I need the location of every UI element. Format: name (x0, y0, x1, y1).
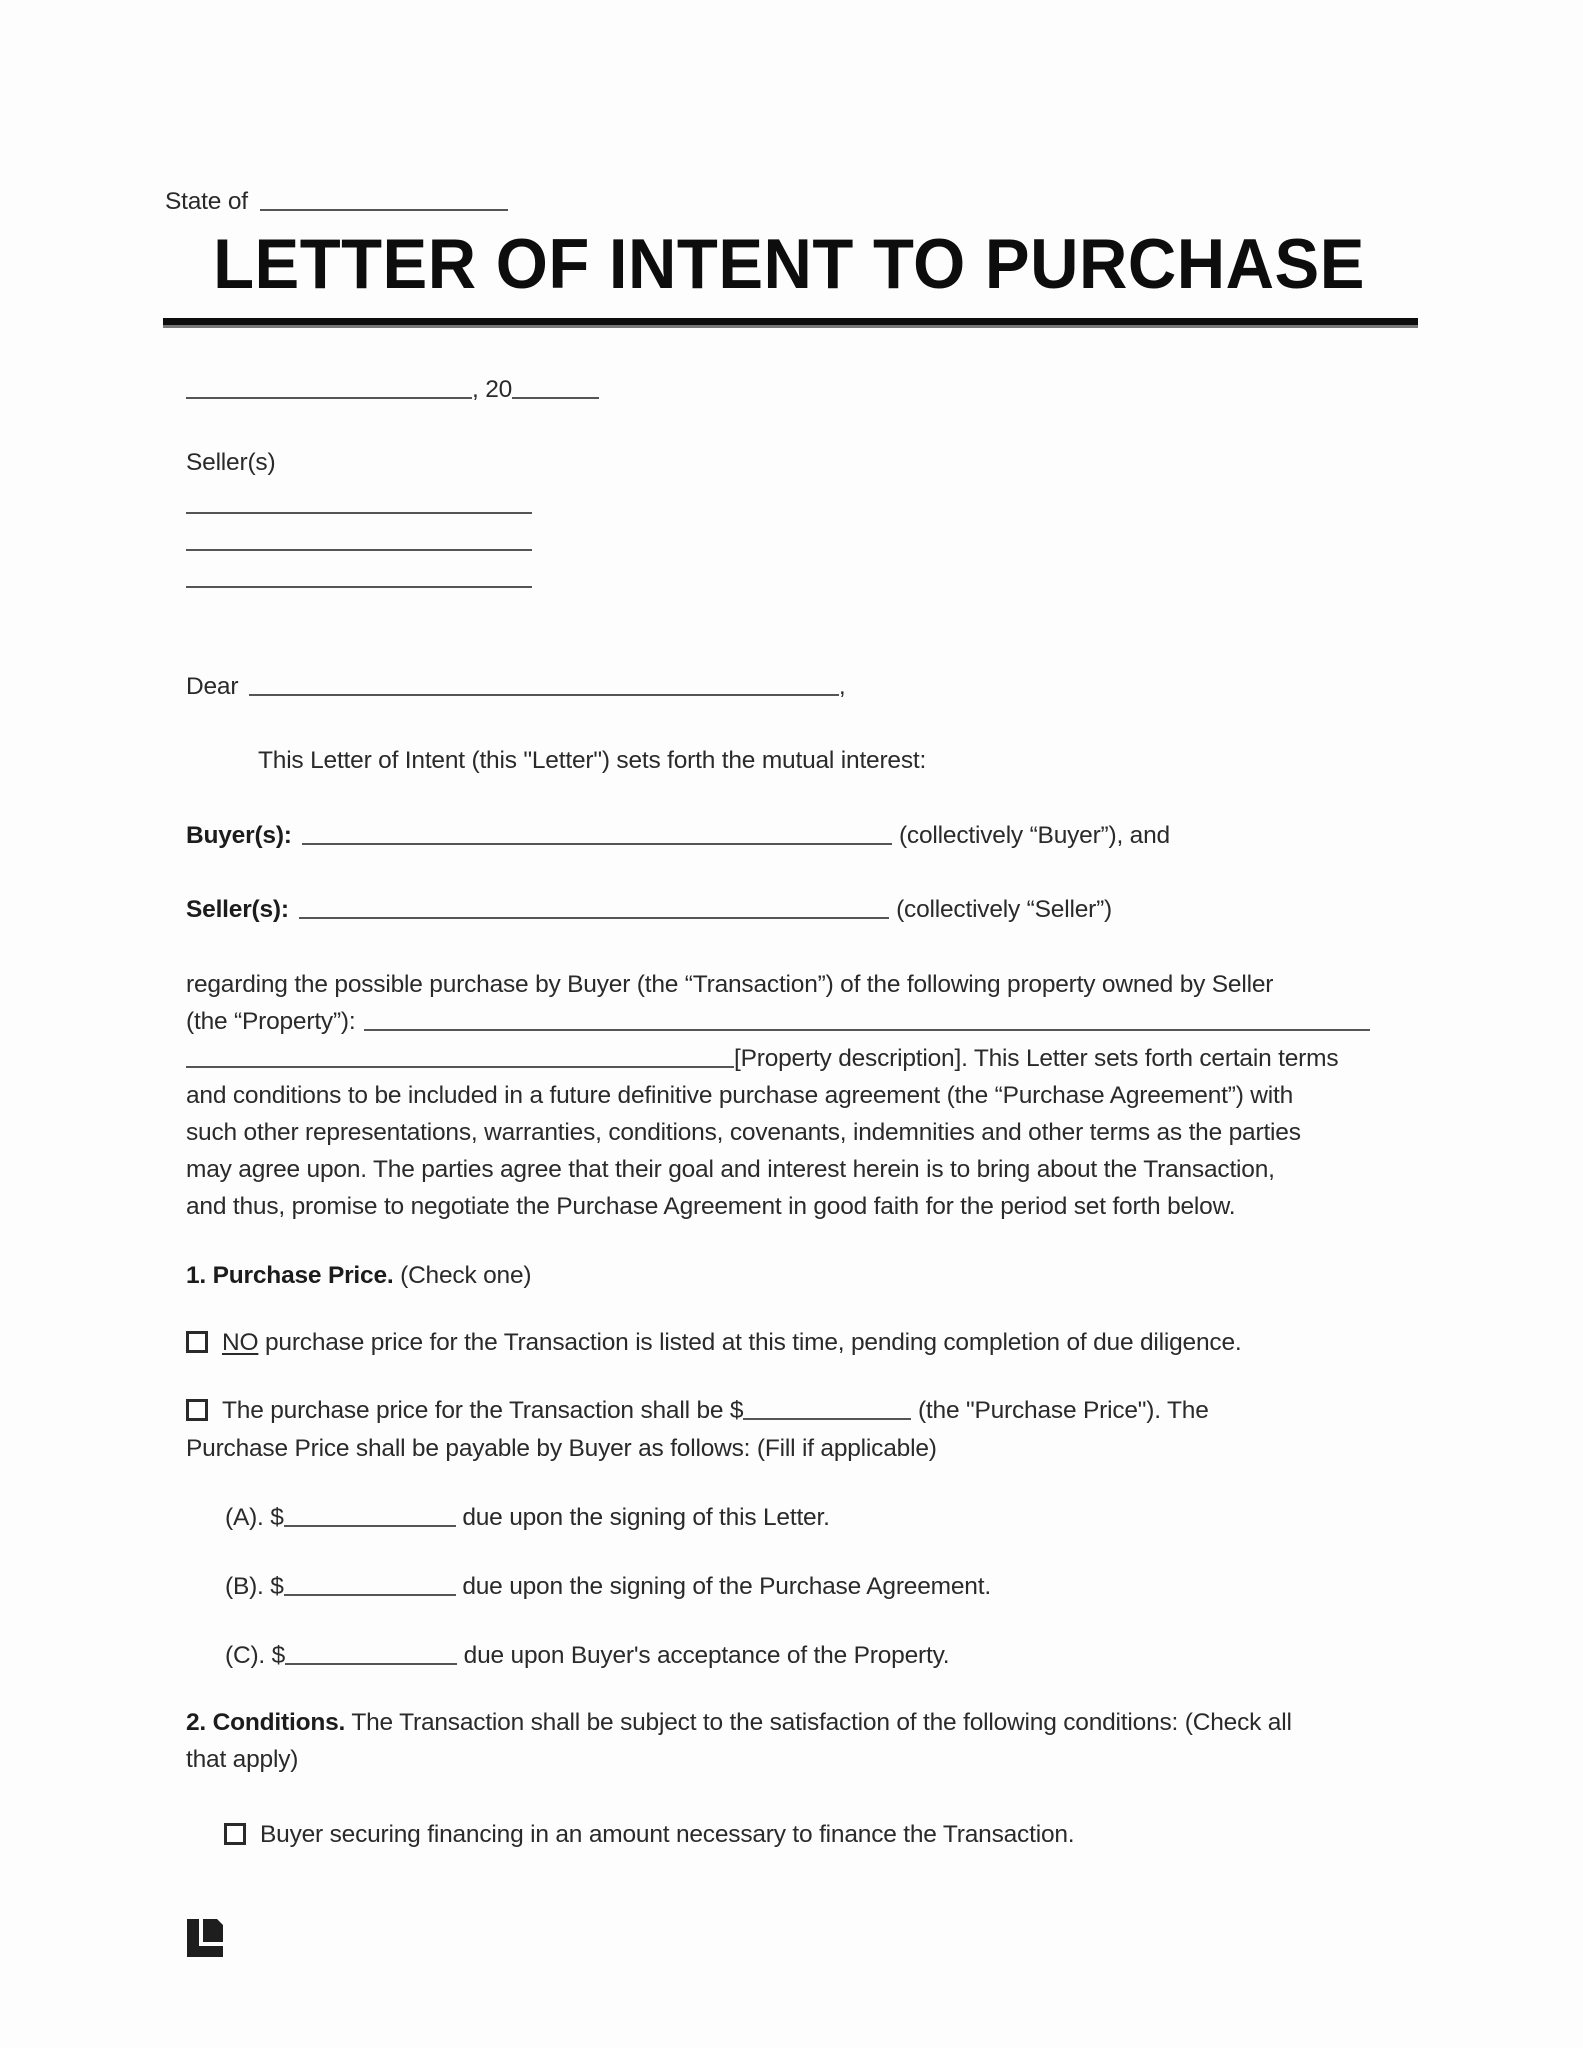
seller-label: Seller(s): (186, 896, 289, 923)
property-line-1: regarding the possible purchase by Buyer (the “Transaction”) of the following property owned by Seller (186, 971, 1274, 998)
state-of-row (165, 187, 508, 217)
property-line-2 (186, 1007, 1370, 1037)
section-2-heading-row (186, 1708, 1292, 1738)
payment-a-text: due upon the signing of this Letter. (462, 1504, 830, 1531)
section-1-instruction: (Check one) (400, 1262, 532, 1289)
buyer-input-line[interactable] (302, 843, 892, 845)
year-input-line[interactable] (512, 397, 599, 399)
section-2-text: The Transaction shall be subject to the satisfaction of the following conditions: (Check all (351, 1709, 1292, 1736)
option-price-row (186, 1396, 1209, 1426)
seller-input-line[interactable] (299, 917, 889, 919)
payment-c-text: due upon Buyer's acceptance of the Property. (463, 1642, 950, 1669)
condition-financing-row (224, 1820, 1074, 1850)
payment-b-label: (B). $ (225, 1573, 284, 1600)
date-input-line[interactable] (186, 397, 472, 399)
salutation-comma: , (838, 673, 846, 700)
condition-financing-text: Buyer securing financing in an amount necessary to finance the Transaction. (260, 1821, 1075, 1848)
option-price-continuation: Purchase Price shall be payable by Buyer as follows: (Fill if applicable) (186, 1435, 937, 1462)
section-1-heading-row (186, 1261, 531, 1291)
salutation-label: Dear (186, 673, 239, 700)
payment-a-label: (A). $ (225, 1504, 284, 1531)
payment-a-input-line[interactable] (284, 1525, 456, 1527)
payment-row-b (225, 1572, 991, 1602)
option-price-checkbox[interactable] (186, 1399, 208, 1421)
no-emphasis: NO (222, 1329, 259, 1356)
payment-row-a (225, 1503, 830, 1533)
property-description-text: [Property description]. This Letter sets forth certain terms (734, 1045, 1339, 1072)
property-line-6: may agree upon. The parties agree that their goal and interest herein is to bring about the Transaction, (186, 1156, 1275, 1183)
seller-row (186, 895, 1112, 925)
date-row (186, 375, 599, 405)
seller-address-line-1[interactable] (186, 512, 532, 514)
state-label: State of (165, 188, 248, 215)
property-input-line-2[interactable] (186, 1066, 734, 1068)
payment-row-c (225, 1641, 949, 1671)
title-rule-divider (163, 318, 1418, 328)
option-no-price-row (186, 1328, 1242, 1358)
salutation-input-line[interactable] (249, 694, 839, 696)
document-title: LETTER OF INTENT TO PURCHASE (213, 225, 1365, 304)
option-price-text-before: The purchase price for the Transaction shall be $ (222, 1397, 744, 1424)
seller-address-line-2[interactable] (186, 549, 532, 551)
state-input-line[interactable] (260, 209, 508, 211)
property-line-4: and conditions to be included in a future definitive purchase agreement (the “Purchase Agreement”) with (186, 1082, 1294, 1109)
legal-templates-logo-icon (187, 1919, 223, 1957)
property-line-5: such other representations, warranties, conditions, covenants, indemnities and other terms as the parties (186, 1119, 1301, 1146)
seller-suffix: (collectively “Seller”) (896, 896, 1112, 923)
section-2-text-line-2: that apply) (186, 1746, 299, 1773)
seller-address-line-3[interactable] (186, 586, 532, 588)
buyer-row (186, 821, 1170, 851)
salutation-row (186, 672, 846, 702)
condition-financing-checkbox[interactable] (224, 1823, 246, 1845)
option-no-price-checkbox[interactable] (186, 1331, 208, 1353)
year-prefix: , 20 (472, 376, 513, 403)
property-input-line-1[interactable] (364, 1029, 1370, 1031)
section-2-heading: 2. Conditions. (186, 1709, 346, 1736)
property-line-7: and thus, promise to negotiate the Purchase Agreement in good faith for the period set forth below. (186, 1193, 1236, 1220)
payment-c-label: (C). $ (225, 1642, 286, 1669)
payment-b-input-line[interactable] (284, 1594, 456, 1596)
buyer-suffix: (collectively “Buyer”), and (898, 822, 1170, 849)
intro-text: This Letter of Intent (this "Letter") sets forth the mutual interest: (258, 747, 927, 774)
property-line-3 (186, 1044, 1338, 1074)
property-label: (the “Property”): (186, 1008, 356, 1035)
buyer-label: Buyer(s): (186, 822, 292, 849)
payment-b-text: due upon the signing of the Purchase Agreement. (462, 1573, 991, 1600)
payment-c-input-line[interactable] (285, 1663, 457, 1665)
sellers-label: Seller(s) (186, 449, 276, 476)
option-no-price-text: purchase price for the Transaction is listed at this time, pending completion of due diligence. (258, 1329, 1242, 1356)
option-price-text-after: (the "Purchase Price"). The (917, 1397, 1209, 1424)
purchase-price-input-line[interactable] (743, 1418, 911, 1420)
section-1-heading: 1. Purchase Price. (186, 1262, 394, 1289)
